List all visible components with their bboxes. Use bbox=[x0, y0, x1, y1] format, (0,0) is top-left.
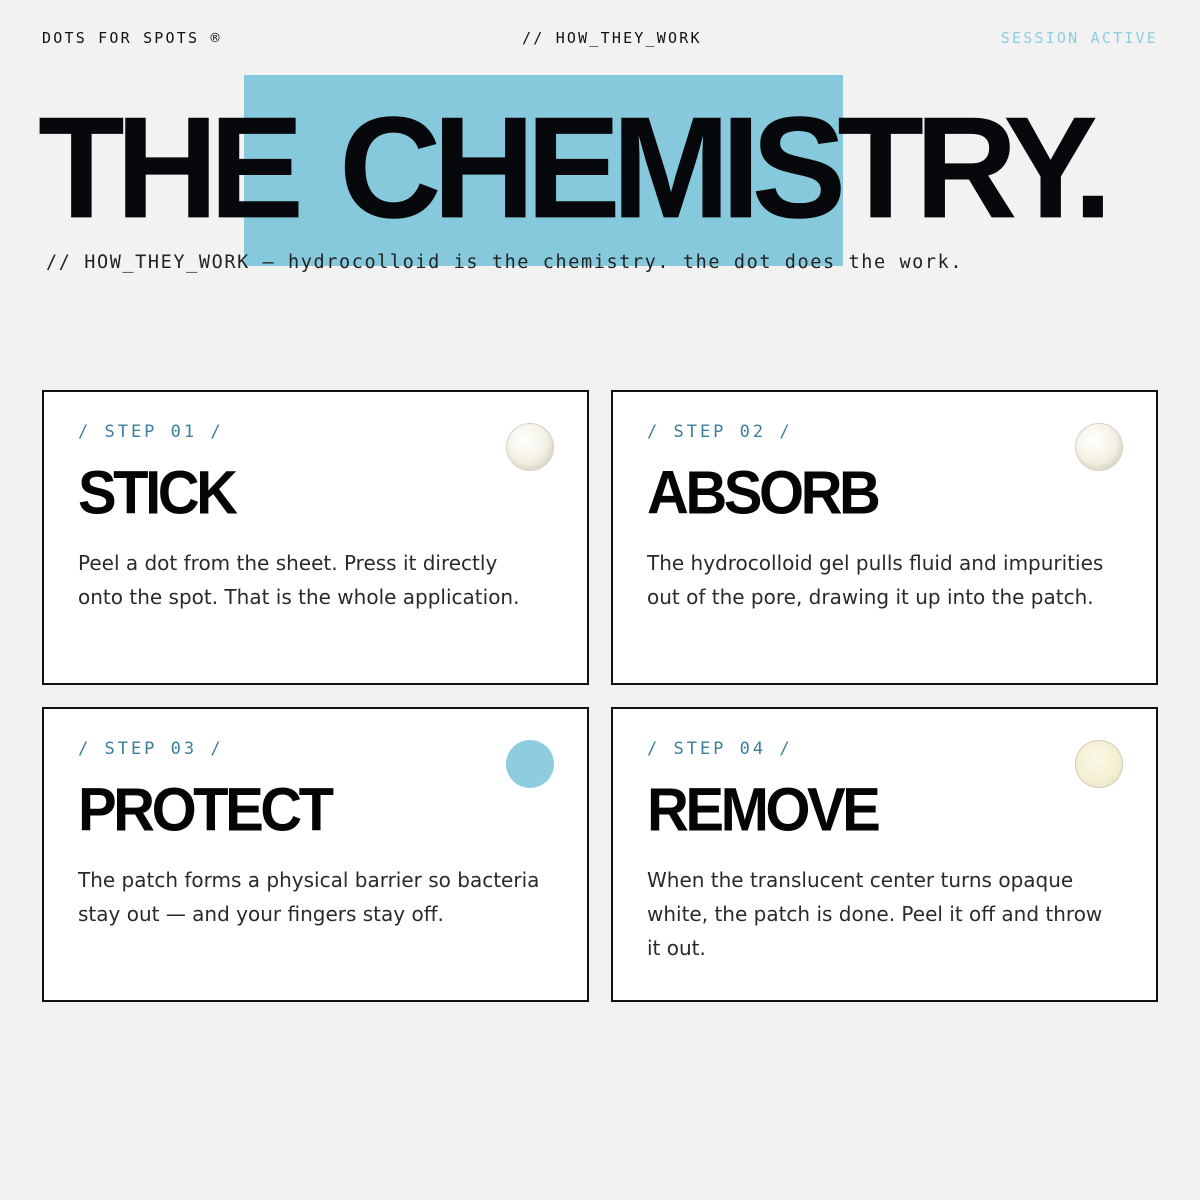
brand-logo-text[interactable]: DOTS FOR SPOTS ® bbox=[42, 29, 222, 47]
pearl-dot-icon bbox=[1075, 423, 1123, 471]
session-status: SESSION ACTIVE bbox=[1000, 29, 1158, 47]
step-title: REMOVE bbox=[647, 775, 878, 845]
step-title: ABSORB bbox=[647, 458, 878, 528]
step-label: / STEP 03 / bbox=[78, 739, 224, 759]
step-title: PROTECT bbox=[78, 775, 331, 845]
step-card-remove bbox=[611, 707, 1158, 1002]
step-label: / STEP 04 / bbox=[647, 739, 793, 759]
opaque-dot-icon bbox=[1075, 740, 1123, 788]
step-label: / STEP 02 / bbox=[647, 422, 793, 442]
step-title: STICK bbox=[78, 458, 235, 528]
page-title bbox=[38, 86, 1104, 249]
step-description: The patch forms a physical barrier so bacteria stay out — and your fingers stay off. bbox=[78, 868, 540, 926]
step-card-protect bbox=[42, 707, 589, 1002]
top-bar bbox=[42, 26, 1158, 50]
page-title-word-the: THE bbox=[38, 86, 295, 249]
step-card-absorb bbox=[611, 390, 1158, 685]
page-tagline: // HOW_THEY_WORK — hydrocolloid is the chemistry. the dot does the work. bbox=[46, 252, 964, 273]
blue-dot-icon bbox=[506, 740, 554, 788]
step-description: The hydrocolloid gel pulls fluid and impurities out of the pore, drawing it up into the patch. bbox=[647, 551, 1104, 609]
step-description: When the translucent center turns opaque white, the patch is done. Peel it off and throw it out. bbox=[647, 868, 1103, 960]
steps-grid bbox=[42, 390, 1158, 1002]
pearl-dot-icon bbox=[506, 423, 554, 471]
step-card-stick bbox=[42, 390, 589, 685]
step-label: / STEP 01 / bbox=[78, 422, 224, 442]
page-title-word-chemistry: CHEMISTRY. bbox=[339, 86, 1104, 249]
step-description: Peel a dot from the sheet. Press it directly onto the spot. That is the whole application. bbox=[78, 551, 520, 609]
section-indicator: // HOW_THEY_WORK bbox=[522, 29, 702, 47]
